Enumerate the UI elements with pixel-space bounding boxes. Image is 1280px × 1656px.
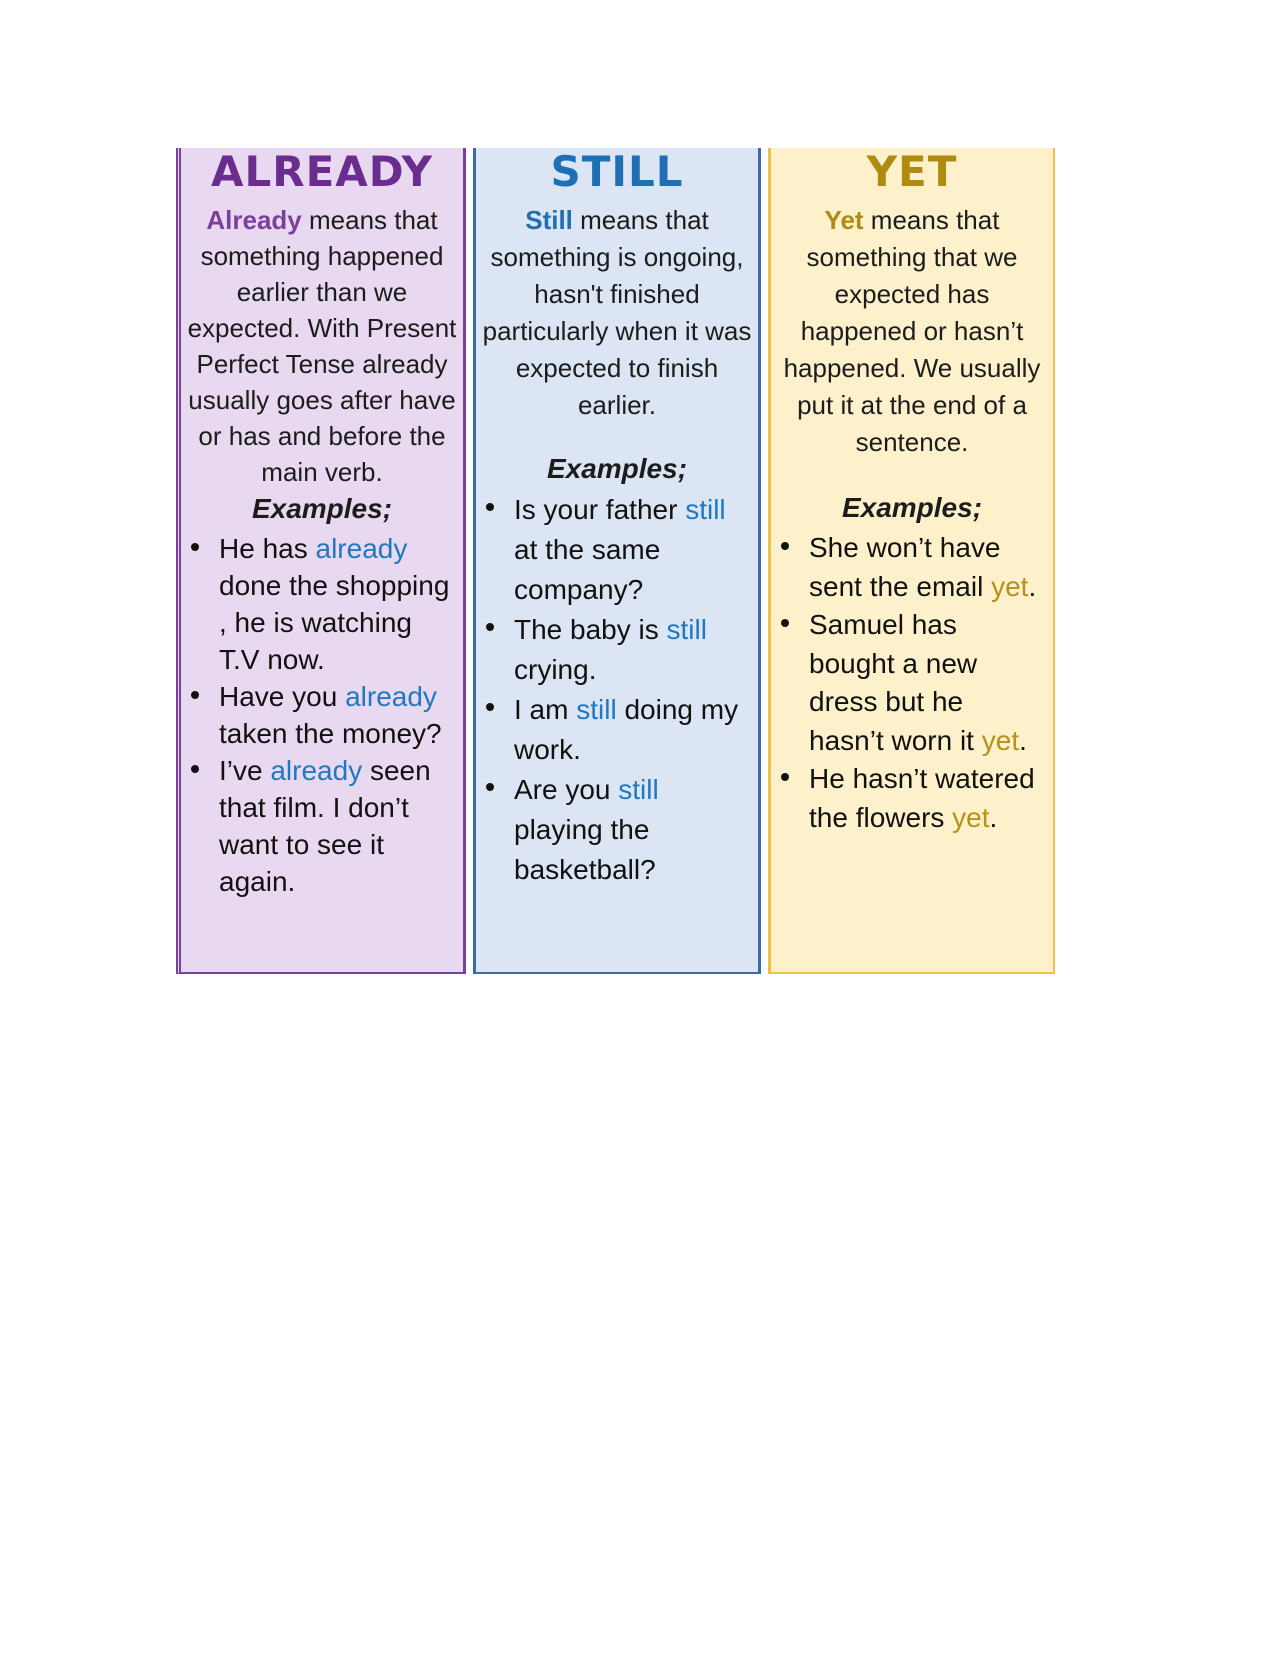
example-keyword: still xyxy=(576,694,617,725)
still-column xyxy=(473,148,761,974)
example-text: The baby is xyxy=(514,614,667,645)
list-item xyxy=(181,678,463,752)
example-text: playing the basketball? xyxy=(514,814,656,885)
yet-description xyxy=(775,202,1049,461)
list-item xyxy=(771,529,1053,606)
example-keyword: yet xyxy=(991,570,1029,602)
still-examples-list xyxy=(476,490,758,890)
example-text: I’ve xyxy=(219,755,271,786)
list-item xyxy=(476,490,758,610)
example-text: Is your father xyxy=(514,494,686,525)
list-item xyxy=(771,606,1053,760)
example-keyword: yet xyxy=(981,724,1020,756)
example-text: seen that film. I don’t want to see it again. xyxy=(219,755,431,897)
example-text: He has xyxy=(219,533,316,564)
example-text: taken the money? xyxy=(219,718,442,749)
example-keyword: still xyxy=(666,614,707,645)
yet-examples-list xyxy=(771,529,1053,837)
still-examples-title: Examples; xyxy=(546,453,688,484)
example-text: at the same company? xyxy=(514,534,661,605)
still-description xyxy=(480,202,754,424)
example-text: Samuel has bought a new dress but he hasn’t worn it xyxy=(809,609,982,756)
example-text: doing my work. xyxy=(514,694,739,765)
yet-heading: YET xyxy=(866,147,958,196)
example-text: Are you xyxy=(514,774,619,805)
example-keyword: still xyxy=(618,774,659,805)
list-item xyxy=(181,530,463,678)
grammar-chart xyxy=(176,148,1055,974)
already-examples-list xyxy=(181,530,463,900)
list-item xyxy=(771,760,1053,837)
example-keyword: already xyxy=(345,681,437,712)
still-keyword: Still xyxy=(525,205,573,235)
list-item xyxy=(476,690,758,770)
already-keyword: Already xyxy=(206,205,302,235)
list-item xyxy=(181,752,463,900)
example-text: . xyxy=(1028,570,1037,602)
yet-keyword: Yet xyxy=(824,205,864,235)
still-description-text: means that something is ongoing, hasn't finished particularly when it was expected to finish earlier. xyxy=(482,205,752,420)
list-item xyxy=(476,770,758,890)
example-text: crying. xyxy=(514,654,597,685)
example-text: Have you xyxy=(219,681,346,712)
yet-examples-title: Examples; xyxy=(841,492,983,523)
example-text: She won’t have sent the email xyxy=(809,532,1001,602)
example-text: He hasn’t watered the flowers xyxy=(809,763,1035,833)
example-keyword: yet xyxy=(952,801,990,833)
example-keyword: still xyxy=(685,494,726,525)
still-heading: STILL xyxy=(550,147,684,196)
already-description xyxy=(185,202,459,490)
example-text: done the shopping , he is watching T.V now. xyxy=(219,570,450,675)
already-heading: ALREADY xyxy=(210,147,434,196)
already-description-text: means that something happened earlier than we expected. With Present Perfect Tense already usually goes after have or has and before the main verb. xyxy=(187,205,457,487)
already-column xyxy=(176,148,466,974)
example-keyword: already xyxy=(270,755,363,786)
example-text: . xyxy=(1019,724,1027,756)
yet-column xyxy=(768,148,1055,974)
example-text: I am xyxy=(514,694,577,725)
yet-description-text: means that something that we expected has happened or hasn’t happened. We usually put it at the end of a sentence. xyxy=(783,205,1041,457)
example-text: . xyxy=(989,801,998,833)
already-examples-title: Examples; xyxy=(251,493,393,524)
list-item xyxy=(476,610,758,690)
example-keyword: already xyxy=(315,533,408,564)
